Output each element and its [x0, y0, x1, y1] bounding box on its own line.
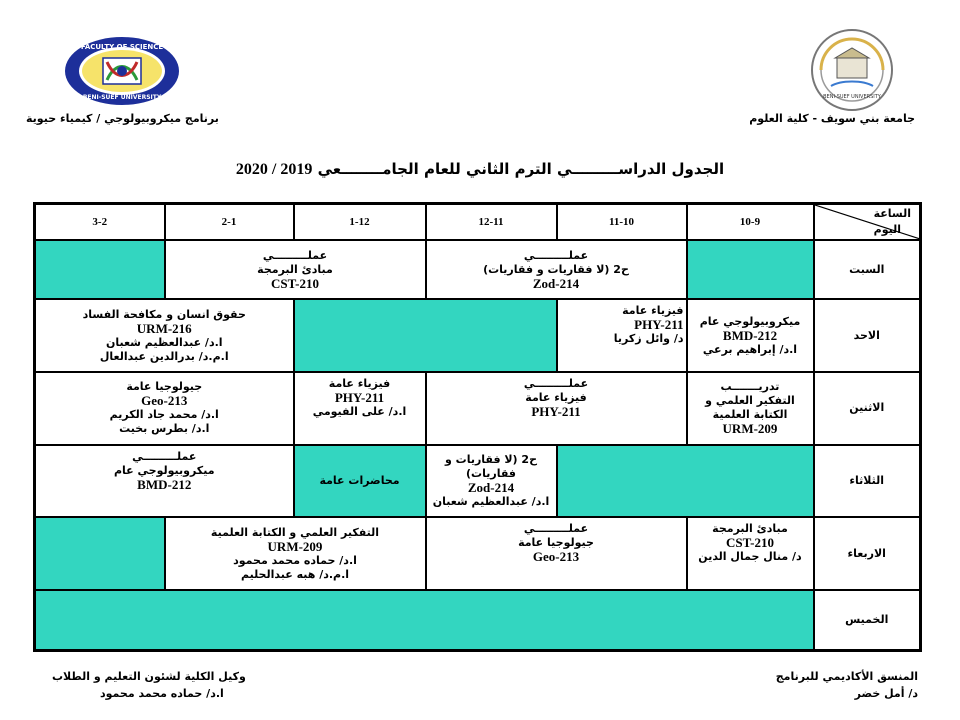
day-thursday: الخميس: [814, 590, 921, 651]
course-name: فيزياء عامة: [328, 376, 391, 390]
time-header-12-11: 12-11: [426, 204, 557, 240]
course-code: URM-216: [136, 320, 192, 336]
instructor: ا.د/ بطرس بخيت: [119, 422, 210, 436]
course-code: URM-209: [267, 538, 323, 554]
class-type: عملـــــــــي: [523, 376, 589, 390]
course-code: Zod-214: [532, 275, 580, 291]
course-code: PHY-211: [531, 403, 581, 419]
day-saturday: السبت: [814, 240, 921, 300]
row-thursday: [35, 590, 921, 651]
class-cell: [35, 445, 294, 518]
institution-label: جامعة بني سويف - كلية العلوم: [749, 112, 915, 125]
empty-slot: [687, 240, 814, 300]
title-text: الجدول الدراســـــــــي الترم الثاني للعام الجامــــــــعي: [317, 160, 725, 178]
program-label: برنامج ميكروبيولوجي / كيمياء حيوية: [26, 112, 219, 125]
empty-slot: [35, 517, 165, 590]
page-title: [0, 160, 960, 179]
instructor: ا.م.د/ هبه عبدالحليم: [240, 567, 350, 581]
class-cell: [687, 299, 814, 372]
course-name: فيزياء عامة: [525, 390, 587, 404]
instructor: د/ منال جمال الدين: [698, 550, 802, 564]
course-name: ح2 (لا فقاريات و فقاريات): [483, 262, 629, 276]
course-name: مبادئ البرمجة: [712, 522, 788, 536]
vice-dean-title: وكيل الكلية لشئون التعليم و الطلاب: [52, 670, 246, 683]
course-name: فيزياء عامة: [622, 304, 684, 318]
schedule-table: [33, 202, 922, 652]
course-name: مبادئ البرمجة: [257, 262, 333, 276]
course-code: URM-209: [722, 421, 778, 437]
course-code: PHY-211: [634, 317, 684, 333]
time-header-11-10: 11-10: [557, 204, 687, 240]
day-wednesday: الاربعاء: [814, 517, 921, 590]
class-cell: [165, 240, 426, 300]
course-code: PHY-211: [334, 389, 385, 405]
svg-text:BENI-SUEF UNIVERSITY: BENI-SUEF UNIVERSITY: [823, 94, 881, 100]
course-code: CST-210: [726, 535, 774, 551]
class-type: تدريـــــــب: [720, 380, 780, 394]
row-saturday: [35, 240, 921, 300]
class-type: عملـــــــــي: [523, 248, 589, 262]
instructor: ا.د/ عبدالعظيم شعبان: [432, 494, 550, 508]
corner-day-label: اليوم: [873, 222, 901, 236]
course-code: Geo-213: [532, 549, 580, 565]
class-type: عملـــــــــي: [523, 522, 589, 536]
course-name: ميكروبيولوجي عام: [699, 314, 801, 328]
course-name: ميكروبيولوجي عام: [113, 463, 215, 477]
instructor: ا.د/ على الفيومي: [312, 404, 407, 418]
class-cell: [687, 372, 814, 445]
course-name: الكتابة العلمية: [712, 408, 788, 422]
course-name: ح2 (لا فقاريات و: [444, 452, 538, 466]
vice-dean-name: ا.د/ حماده محمد محمود: [100, 687, 224, 700]
svg-text:FACULTY OF SCIENCE: FACULTY OF SCIENCE: [80, 43, 164, 51]
day-tuesday: الثلاثاء: [814, 445, 921, 518]
class-cell: [557, 299, 687, 372]
instructor: د/ وائل زكريا: [613, 332, 684, 346]
class-type: عملـــــــــي: [262, 248, 328, 262]
row-tuesday: [35, 445, 921, 518]
empty-slot: [294, 299, 557, 372]
course-code: BMD-212: [722, 327, 778, 343]
row-monday: [35, 372, 921, 445]
row-wednesday: [35, 517, 921, 590]
coordinator-title: المنسق الأكاديمي للبرنامج: [775, 670, 918, 683]
instructor: ا.د/ عبدالعظيم شعبان: [105, 335, 223, 349]
time-header-2-1: 2-1: [165, 204, 294, 240]
row-sunday: [35, 299, 921, 372]
time-header-3-2: 3-2: [35, 204, 165, 240]
empty-slot: [35, 590, 814, 651]
faculty-of-science-logo: [63, 36, 181, 106]
course-code: BMD-212: [137, 476, 192, 492]
university-logo: [805, 28, 900, 112]
class-type: عملـــــــــي: [132, 449, 197, 463]
class-cell: [35, 372, 294, 445]
class-cell: [426, 517, 687, 590]
class-cell: [165, 517, 426, 590]
course-code: CST-210: [271, 275, 319, 291]
course-name: التفكير العلمي و: [705, 394, 795, 408]
course-name: فقاريات): [466, 466, 516, 480]
svg-text:BENI-SUEF UNIVERSITY: BENI-SUEF UNIVERSITY: [82, 94, 162, 101]
course-name: جيولوجيا عامة: [126, 380, 203, 394]
course-code: Zod-214: [467, 479, 515, 495]
course-name: جيولوجيا عامة: [518, 536, 594, 550]
class-cell: [426, 372, 687, 445]
instructor: ا.م.د/ بدرالدين عبدالعال: [99, 349, 229, 363]
class-cell-general-lectures: [294, 445, 426, 518]
class-cell: [426, 240, 687, 300]
corner-header-cell: [814, 204, 921, 240]
instructor: ا.د/ إبراهيم برعي: [702, 342, 798, 356]
course-code: Geo-213: [141, 393, 188, 409]
class-cell: [294, 372, 426, 445]
time-header-10-9: 10-9: [687, 204, 814, 240]
course-name: حقوق انسان و مكافحة الفساد: [82, 307, 246, 321]
course-name: محاضرات عامة: [319, 473, 400, 487]
class-cell: [35, 299, 294, 372]
title-year: 2019 / 2020: [235, 161, 313, 178]
instructor: ا.د/ محمد جاد الكريم: [109, 408, 219, 422]
coordinator-name: د/ أمل خضر: [854, 687, 918, 700]
course-name: التفكير العلمي و الكتابة العلمية: [210, 525, 380, 539]
empty-slot: [557, 445, 814, 518]
class-cell: [426, 445, 557, 518]
table-header-row: [35, 204, 921, 240]
instructor: ا.د/ حماده محمد محمود: [233, 553, 357, 567]
day-monday: الاثنين: [814, 372, 921, 445]
empty-slot: [35, 240, 165, 300]
day-sunday: الاحد: [814, 299, 921, 372]
corner-time-label: الساعة: [873, 207, 911, 220]
time-header-1-12: 1-12: [294, 204, 426, 240]
class-cell: [687, 517, 814, 590]
